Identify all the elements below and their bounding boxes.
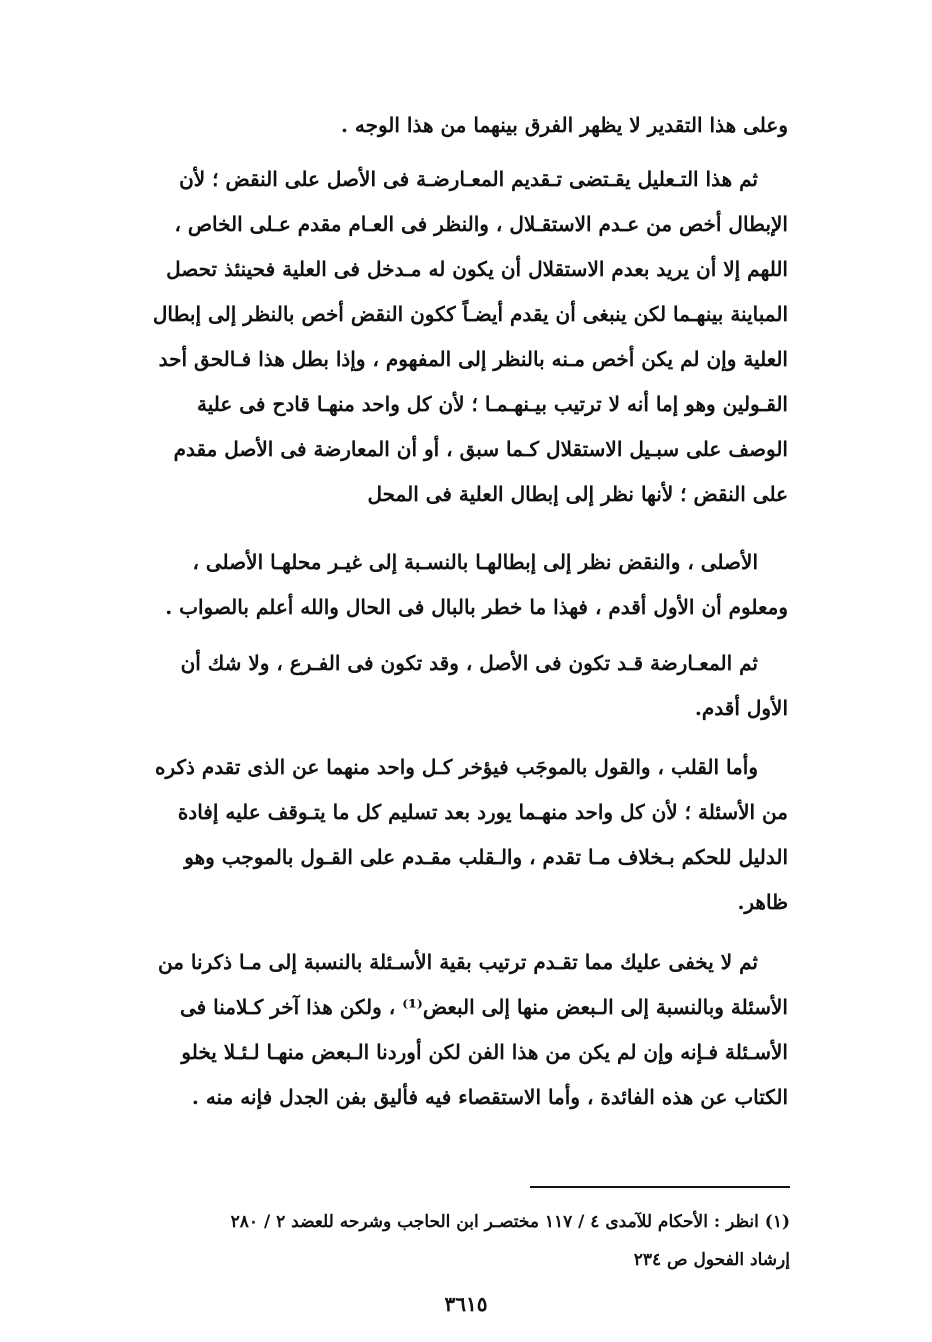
- text-line: وأما القلب ، والقول بالموجَب فيؤخر كـل واحد منهما عن الذى تقدم ذكره: [154, 755, 758, 779]
- text-line: الأسـئلة فـإنه وإن لم يكن من هذا الفن لكن أوردنا الـبعض منهـا لـئـلا يخلو: [181, 1040, 788, 1064]
- text-line: على النقض ؛ لأنها نظر إلى إبطال العلية فى المحل: [367, 482, 788, 506]
- page-number: ٣٦١٥: [444, 1292, 488, 1316]
- text-line: الوصف على سبـيل الاستقلال كـما سبق ، أو أن المعارضة فى الأصل مقدم: [173, 437, 788, 461]
- text-line: الأصلى ، والنقض نظر إلى إبطالهـا بالنسـبة إلى غيـر محلهـا الأصلى ،: [192, 550, 758, 574]
- text-line: الأسئلة وبالنسبة إلى الـبعض منها إلى البعض⁽¹⁾ ، ولكن هذا آخر كـلامنا فى: [179, 995, 788, 1019]
- text-line: من الأسئلة ؛ لأن كل واحد منهـما يورد بعد تسليم كل ما يتـوقف عليه إفادة: [177, 800, 788, 824]
- text-line: ثم المعـارضة قـد تكون فى الأصل ، وقد تكون فى الفـرع ، ولا شك أن: [180, 651, 758, 675]
- text-line: وعلى هذا التقدير لا يظهر الفرق بينهما من هذا الوجه .: [340, 113, 788, 137]
- paragraph-2: [80, 157, 788, 517]
- text-line: ثم هذا التـعليل يقـتضى تـقديم المعـارضـة فى الأصل على النقض ؛ لأن: [179, 167, 758, 191]
- paragraph-4: [80, 641, 788, 731]
- footnote: [78, 1203, 790, 1279]
- text-line: ثم لا يخفى عليك مما تقـدم ترتيب بقية الأسـئلة بالنسبة إلى مـا ذكرنا من: [158, 950, 758, 974]
- footnote-line: (١) انظر : الأحكام للآمدى ٤ / ١١٧ مختصـر ابن الحاجب وشرحه للعضد ٢ / ٢٨٠: [230, 1212, 790, 1232]
- paragraph-1: [80, 103, 818, 148]
- paragraph-3: [80, 540, 788, 630]
- text-line: الأول أقدم.: [694, 696, 788, 720]
- text-line: اللهم إلا أن يريد بعدم الاستقلال أن يكون له مـدخل فى العلية فحينئذ تحصل: [166, 257, 788, 281]
- text-line: الكتاب عن هذه الفائدة ، وأما الاستقصاء فيه فأليق بفن الجدل فإنه منه .: [191, 1085, 788, 1109]
- text-line: الإبطال أخص من عـدم الاستقـلال ، والنظر فى العـام مقدم عـلى الخاص ،: [174, 212, 788, 236]
- text-line: القـولين وهو إما أنه لا ترتيب بيـنهـمـا ؛ لأن كل واحد منهـا قادح فى علية: [196, 392, 788, 416]
- footnote-divider: [530, 1186, 790, 1188]
- text-line: العلية وإن لم يكن أخص مـنه بالنظر إلى المفهوم ، وإذا بطل هذا فـالحق أحد: [158, 347, 788, 371]
- text-line: ومعلوم أن الأول أقدم ، فهذا ما خطر بالبال فى الحال والله أعلم بالصواب .: [165, 595, 788, 619]
- text-line: المباينة بينهـما لكن ينبغى أن يقدم أيضـاً ككون النقض أخص بالنظر إلى إبطال: [152, 302, 788, 326]
- footnote-line: إرشاد الفحول ص ٢٣٤: [633, 1250, 790, 1270]
- text-line: ظاهر.: [737, 890, 788, 914]
- paragraph-5: [80, 745, 788, 925]
- paragraph-6: [80, 940, 788, 1120]
- text-line: الدليل للحكم بـخلاف مـا تقدم ، والـقلب مقـدم على القـول بالموجب وهو: [184, 845, 788, 869]
